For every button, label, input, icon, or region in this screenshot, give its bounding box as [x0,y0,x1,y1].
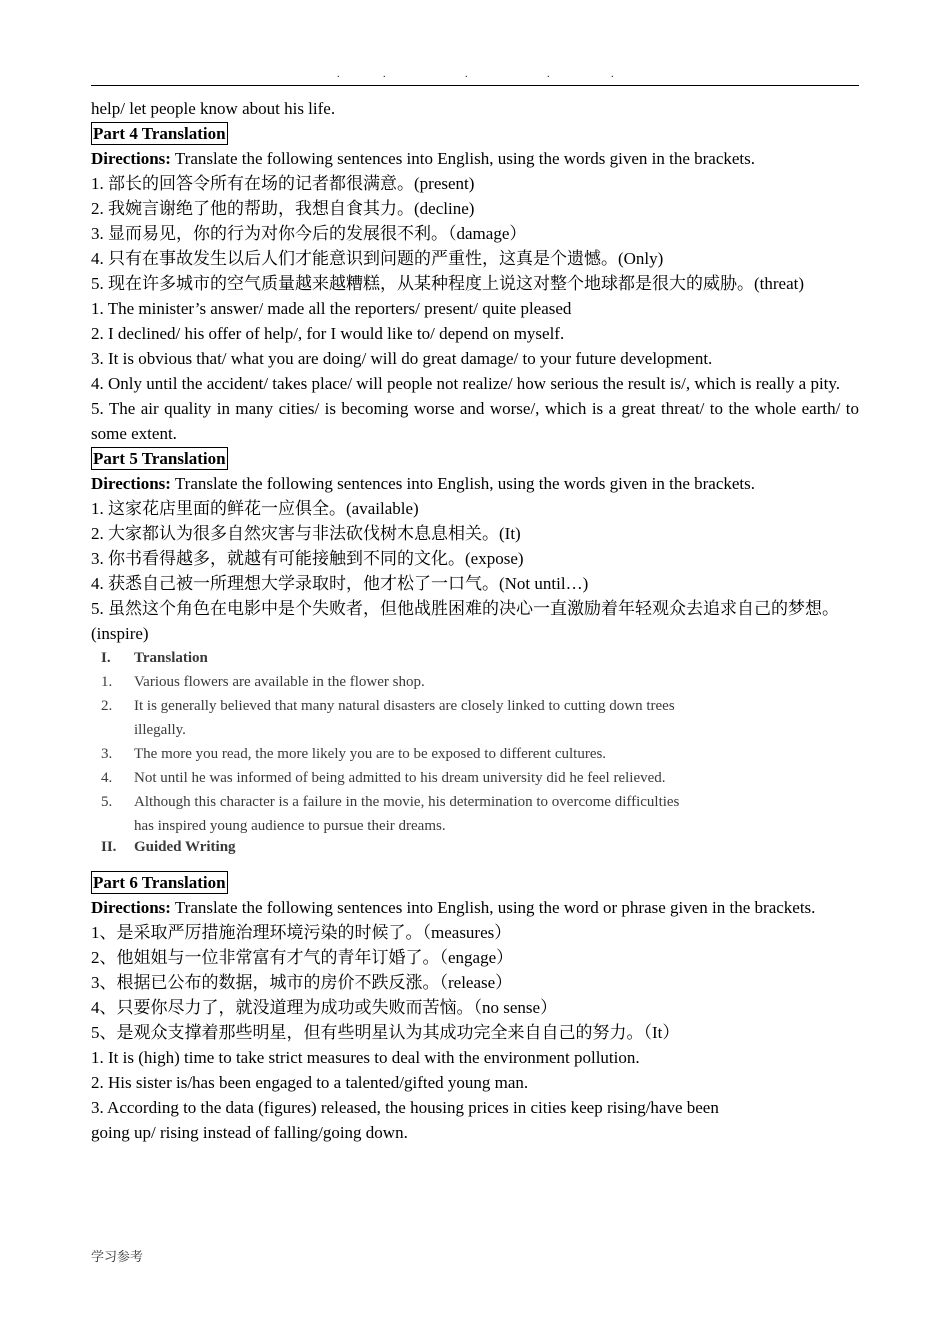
item-text-continued: illegally. [134,722,186,738]
part5-question: 3. 你书看得越多，就越有可能接触到不同的文化。(expose) [91,549,524,568]
answer-key-item [91,670,859,694]
part4-question: 2. 我婉言谢绝了他的帮助，我想自食其力。(decline) [91,199,475,218]
scanned-answer-key [91,646,859,855]
part5-question: 1. 这家花店里面的鲜花一应俱全。(available) [91,499,419,518]
item-number: 5. [101,794,113,810]
header-dot: . [547,69,550,80]
part5-heading: Part 5 Translation [93,449,226,468]
part6-directions [91,895,859,920]
part4-directions [91,146,859,171]
part6-question: 2、他姐姐与一位非常富有才气的青年订婚了。（engage） [91,948,514,967]
part5-question: 5. 虽然这个角色在电影中是个失败者，但他战胜困难的决心一直激励着年轻观众去追求自己的梦想。(inspire) [91,599,839,643]
header-dot: . [383,69,386,80]
part4-heading: Part 4 Translation [93,124,226,143]
continued-line: help/ let people know about his life. [91,99,336,118]
part4-answer: 3. It is obvious that/ what you are doing/ will do great damage/ to your future development. [91,349,713,368]
part6-answer: 1. It is (high) time to take strict measures to deal with the environment pollution. [91,1048,640,1067]
header-dot: . [611,69,614,80]
directions-label: Directions: [91,474,171,493]
item-text: Various flowers are available in the flower shop. [134,674,425,690]
header-rule [91,85,859,86]
item-number: 2. [101,698,113,714]
answer-key-next-section-cut [91,838,859,855]
next-section-number: II. [101,839,117,855]
item-text: It is generally believed that many natural disasters are closely linked to cutting down trees [134,698,675,714]
part6-question: 4、只要你尽力了，就没道理为成功或失败而苦恼。（no sense） [91,998,558,1017]
part5-question: 4. 获悉自己被一所理想大学录取时，他才松了一口气。(Not until…) [91,574,589,593]
part4-answer: 1. The minister’s answer/ made all the reporters/ present/ quite pleased [91,299,572,318]
item-number: 4. [101,770,113,786]
part6-answer: 2. His sister is/has been engaged to a talented/gifted young man. [91,1073,529,1092]
item-text: The more you read, the more likely you are to be exposed to different cultures. [134,746,607,762]
part4-answer: 2. I declined/ his offer of help/, for I would like to/ depend on myself. [91,324,565,343]
part5-section [91,446,859,855]
part5-directions [91,471,859,496]
page-footer: 学习参考 [91,1250,144,1265]
item-text: Although this character is a failure in the movie, his determination to overcome difficulties [134,794,680,810]
part6-answer: 3. According to the data (figures) released, the housing prices in cities keep rising/have been [91,1098,719,1117]
part6-question: 5、是观众支撑着那些明星，但有些明星认为其成功完全来自自己的努力。（It） [91,1023,680,1042]
directions-label: Directions: [91,898,171,917]
answer-key-title-row [91,646,859,670]
part4-question: 1. 部长的回答令所有在场的记者都很满意。(present) [91,174,475,193]
section-title: Translation [134,650,208,666]
document-body [91,96,859,1145]
item-number: 3. [101,746,113,762]
directions-label: Directions: [91,149,171,168]
part6-question: 1、是采取严厉措施治理环境污染的时候了。（measures） [91,923,512,942]
item-text-continued: has inspired young audience to pursue their dreams. [134,818,446,834]
item-text: Not until he was informed of being admitted to his dream university did he feel relieved. [134,770,666,786]
item-number: 1. [101,674,113,690]
section-number: I. [101,650,111,666]
header-dot: . [337,69,340,80]
part5-question: 2. 大家都认为很多自然灾害与非法砍伐树木息息相关。(It) [91,524,521,543]
part4-section [91,121,859,446]
next-section-title: Guided Writing [134,839,236,855]
directions-text: Translate the following sentences into English, using the words given in the brackets. [170,474,756,493]
part6-answer: going up/ rising instead of falling/going down. [91,1123,408,1142]
part4-answer: 4. Only until the accident/ takes place/ will people not realize/ how serious the result is/, which is really a pity. [91,374,841,393]
answer-key-item [91,742,859,766]
directions-text: Translate the following sentences into English, using the words given in the brackets. [170,149,756,168]
part4-question: 3. 显而易见，你的行为对你今后的发展很不利。（damage） [91,224,527,243]
answer-key-item [91,766,859,790]
directions-text: Translate the following sentences into English, using the word or phrase given in the brackets. [170,898,816,917]
part4-question: 5. 现在许多城市的空气质量越来越糟糕，从某种程度上说这对整个地球都是很大的威胁。(threat) [91,274,805,293]
answer-key-item [91,790,859,814]
part6-section [91,870,859,1145]
part6-question: 3、根据已公布的数据，城市的房价不跌反涨。（release） [91,973,513,992]
header-dot: . [465,69,468,80]
answer-key-item [91,694,859,718]
part4-question: 4. 只有在事故发生以后人们才能意识到问题的严重性，这真是个遗憾。(Only) [91,249,664,268]
part4-answer: 5. The air quality in many cities/ is becoming worse and worse/, which is a great threat/ to the whole earth/ to some extent. [91,399,859,443]
header-dots [91,70,859,84]
part6-heading: Part 6 Translation [93,873,226,892]
